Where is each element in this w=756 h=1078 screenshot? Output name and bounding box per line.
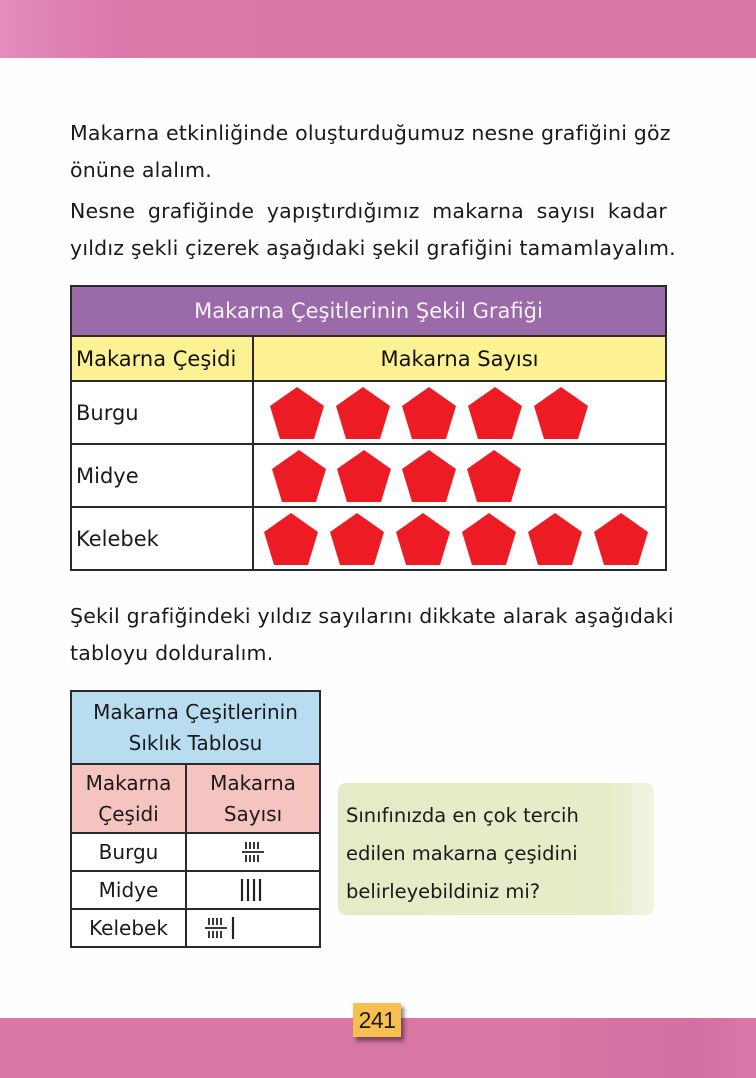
- pentagon-icon: [465, 448, 523, 504]
- pentagon-icon: [268, 385, 326, 441]
- table-row: [71, 381, 666, 444]
- header-pasta-type: Makarna Çeşidi: [71, 336, 253, 381]
- pentagon-icon: [328, 511, 386, 567]
- shape-cell: [254, 445, 665, 506]
- pentagon-icon: [526, 511, 584, 567]
- row-label: Kelebek: [71, 909, 186, 947]
- header-line: Makarna: [210, 770, 296, 795]
- intro-line: Nesne grafiğinde yapıştırdığımız makarna sayısı kadar: [70, 199, 667, 223]
- intro-line: yıldız şekli çizerek aşağıdaki şekil grafiğini tamamlayalım.: [70, 236, 676, 260]
- instruction-paragraph: [70, 598, 674, 672]
- pentagon-icon: [335, 448, 393, 504]
- tally-marks-icon: [240, 834, 266, 870]
- pentagon-icon: [394, 511, 452, 567]
- header-pasta-type: [71, 764, 186, 833]
- top-band: [0, 0, 756, 58]
- instruction-line: tabloyu dolduralım.: [70, 641, 274, 665]
- page-number-badge: 241: [353, 1003, 401, 1037]
- table-row: [71, 909, 320, 947]
- frequency-table-title: [71, 691, 320, 764]
- pentagon-icon: [592, 511, 650, 567]
- instruction-line: Şekil grafiğindeki yıldız sayılarını dikkate alarak aşağıdaki: [70, 604, 674, 628]
- header-line: Makarna: [85, 770, 172, 795]
- tally-marks-icon: [238, 872, 268, 908]
- intro-line: önüne alalım.: [70, 158, 212, 182]
- question-callout: [338, 783, 654, 915]
- table-row: [71, 871, 320, 909]
- title-line: Sıklık Tablosu: [128, 730, 263, 755]
- pentagon-icon: [400, 385, 458, 441]
- callout-line: belirleyebildiniz mi?: [346, 880, 541, 903]
- header-line: Sayısı: [223, 801, 283, 826]
- table-row: [71, 507, 666, 570]
- title-line: Makarna Çeşitlerinin: [93, 699, 298, 724]
- shape-chart-title: Makarna Çeşitlerinin Şekil Grafiği: [71, 286, 666, 336]
- shape-cell: [254, 382, 665, 443]
- pentagon-icon: [466, 385, 524, 441]
- row-label: Burgu: [71, 381, 253, 444]
- pentagon-icon: [334, 385, 392, 441]
- shape-chart-table: [70, 285, 667, 571]
- shape-cell: [254, 508, 665, 569]
- intro-line: Makarna etkinliğinde oluşturduğumuz nesne grafiğini göz: [70, 121, 671, 145]
- pentagon-icon: [532, 385, 590, 441]
- header-pasta-count: Makarna Sayısı: [253, 336, 666, 381]
- row-label: Kelebek: [71, 507, 253, 570]
- table-row: [71, 833, 320, 871]
- pentagon-icon: [270, 448, 328, 504]
- table-row: [71, 444, 666, 507]
- callout-line: edilen makarna çeşidini: [346, 842, 578, 865]
- header-pasta-count: [186, 764, 320, 833]
- row-label: Burgu: [71, 833, 186, 871]
- header-line: Çeşidi: [98, 801, 159, 826]
- tally-marks-icon: [203, 910, 241, 946]
- row-label: Midye: [71, 871, 186, 909]
- pentagon-icon: [262, 511, 320, 567]
- row-label: Midye: [71, 444, 253, 507]
- intro-paragraph: [70, 115, 676, 267]
- pentagon-icon: [400, 448, 458, 504]
- frequency-table: [70, 690, 321, 948]
- pentagon-icon: [460, 511, 518, 567]
- callout-line: Sınıfınızda en çok tercih: [346, 804, 579, 827]
